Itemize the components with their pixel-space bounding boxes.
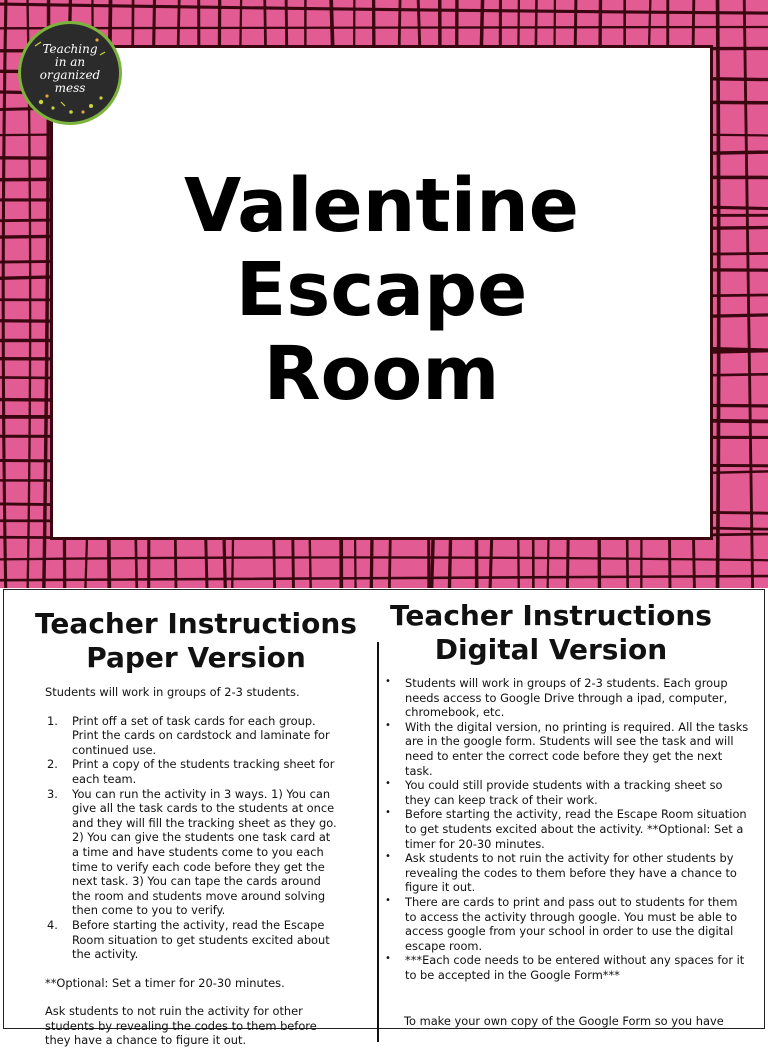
column-divider <box>377 642 379 1042</box>
list-item <box>387 851 749 895</box>
bullet-icon: • <box>385 851 391 863</box>
google-form-note: To make your own copy of the Google Form so you have <box>404 1014 724 1028</box>
logo-line: in an <box>54 55 86 69</box>
title-line: Room <box>263 331 500 417</box>
heading-line: Teacher Instructions <box>390 599 712 632</box>
bullet-text: With the digital version, no printing is required. All the tasks are in the google form. Students will see the task and will need to enter the correct code before they get the next task. <box>405 719 749 778</box>
heading-line: Digital Version <box>434 633 668 666</box>
step-number: 4. <box>47 917 58 932</box>
list-item <box>387 895 749 953</box>
cover-title <box>53 164 710 416</box>
list-item <box>387 953 749 982</box>
bullet-icon: • <box>385 778 391 790</box>
bullet-icon: • <box>385 953 391 965</box>
title-line: Escape <box>235 247 528 333</box>
heading-line: Teacher Instructions <box>35 607 357 640</box>
bullet-text: There are cards to print and pass out to students for them to access the activity through google. You must be able to access google from your school in order to use the digital escape room. <box>405 894 738 953</box>
digital-heading <box>380 599 722 667</box>
list-item <box>45 787 339 918</box>
brand-logo <box>18 21 122 125</box>
list-item <box>387 778 749 807</box>
step-number: 3. <box>47 786 58 801</box>
list-item <box>387 676 749 720</box>
paper-steps <box>45 714 339 962</box>
bullet-text: Students will work in groups of 2-3 students. Each group needs access to Google Drive through a ipad, computer, chromebook, etc. <box>405 676 728 720</box>
list-item <box>45 918 339 962</box>
step-text: Before starting the activity, read the Escape Room situation to get students excited about the activity. <box>72 917 330 962</box>
step-number: 1. <box>47 713 58 728</box>
bullet-text: ***Each code needs to be entered without any spaces for it to be accepted in the Google Form*** <box>405 953 745 982</box>
bullet-icon: • <box>385 894 391 906</box>
step-text: Print off a set of task cards for each group. Print the cards on cardstock and laminate for continued use. <box>72 713 330 757</box>
logo-line: mess <box>54 81 86 95</box>
bullet-text: Before starting the activity, read the Escape Room situation to get students excited about the activity. **Optional: Set a timer for 20-30 minutes. <box>405 807 747 851</box>
digital-instructions <box>387 676 749 982</box>
list-item <box>387 720 749 778</box>
step-text: Print a copy of the students tracking sheet for each team. <box>72 757 335 786</box>
digital-bullets <box>387 676 749 982</box>
title-card <box>50 45 713 540</box>
logo-line: Teaching <box>42 42 98 56</box>
paper-instructions <box>45 685 339 1048</box>
title-line: Valentine <box>183 163 579 249</box>
bullet-text: Ask students to not ruin the activity for other students by revealing the codes to them before they have a chance to figure it out. <box>405 851 737 895</box>
heading-line: Paper Version <box>86 641 306 674</box>
paper-ruin-note: Ask students to not ruin the activity for other students by revealing the codes to them before they have a chance to figure it out. <box>45 1004 317 1048</box>
logo-line: organized <box>39 68 101 82</box>
list-item <box>387 807 749 851</box>
list-item <box>45 757 339 786</box>
logo-wordmark <box>21 43 119 95</box>
instructions-page <box>3 589 765 1048</box>
paper-heading <box>20 607 372 675</box>
bullet-icon: • <box>385 719 391 731</box>
step-text: You can run the activity in 3 ways. 1) You can give all the task cards to the students at once and they will fill the tracking sheet as they go. 2) You can give the students one task card at a time and have students come to you each time to verify each code before they get the next task. 3) You can tape the cards around the room and students move around solving then come to you to verify. <box>72 786 337 918</box>
list-item <box>45 714 339 758</box>
step-number: 2. <box>47 757 58 772</box>
paper-intro: Students will work in groups of 2-3 students. <box>45 685 300 699</box>
paper-optional-note: **Optional: Set a timer for 20-30 minutes. <box>45 975 285 990</box>
bullet-icon: • <box>385 807 391 819</box>
bullet-text: You could still provide students with a tracking sheet so they can keep track of their work. <box>405 778 723 807</box>
bullet-icon: • <box>385 676 391 687</box>
